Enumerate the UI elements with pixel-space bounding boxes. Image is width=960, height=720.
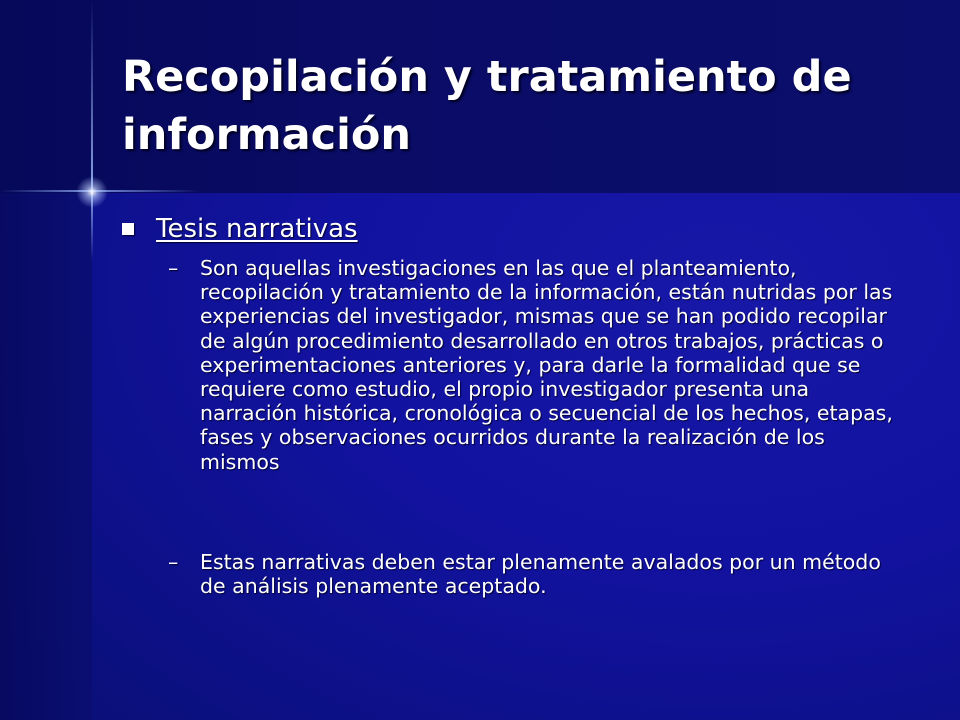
sub-bullet-1: [168, 256, 908, 474]
decorative-vertical-line: [91, 0, 93, 260]
sparkle-icon: [76, 176, 108, 208]
square-bullet-icon: [122, 223, 134, 235]
sub-bullet-2: [168, 550, 908, 598]
sub-bullet-text: Son aquellas investigaciones en las que el planteamiento, recopilación y tratamiento de la información, están nutridas por las experiencias del investigador, mismas que se han podido recopilar de algún procedimiento desarrollado en otros trabajos, prácticas o experimentaciones anteriores y, para darle la formalidad que se requiere como estudio, el propio investigador presenta una narración histórica, cronológica o secuencial de los hechos, etapas, fases y observaciones ocurridos durante la realización de los mismos: [200, 256, 893, 474]
dash-marker: –: [168, 256, 179, 280]
slide-title: Recopilación y tratamiento de información: [122, 52, 852, 160]
dash-marker: –: [168, 550, 179, 574]
sub-bullet-text: Estas narrativas deben estar plenamente avalados por un método de análisis plenamente aceptado.: [200, 550, 881, 599]
bullet-link-tesis-narrativas[interactable]: Tesis narrativas: [156, 214, 358, 244]
bullet-item: [122, 212, 882, 246]
